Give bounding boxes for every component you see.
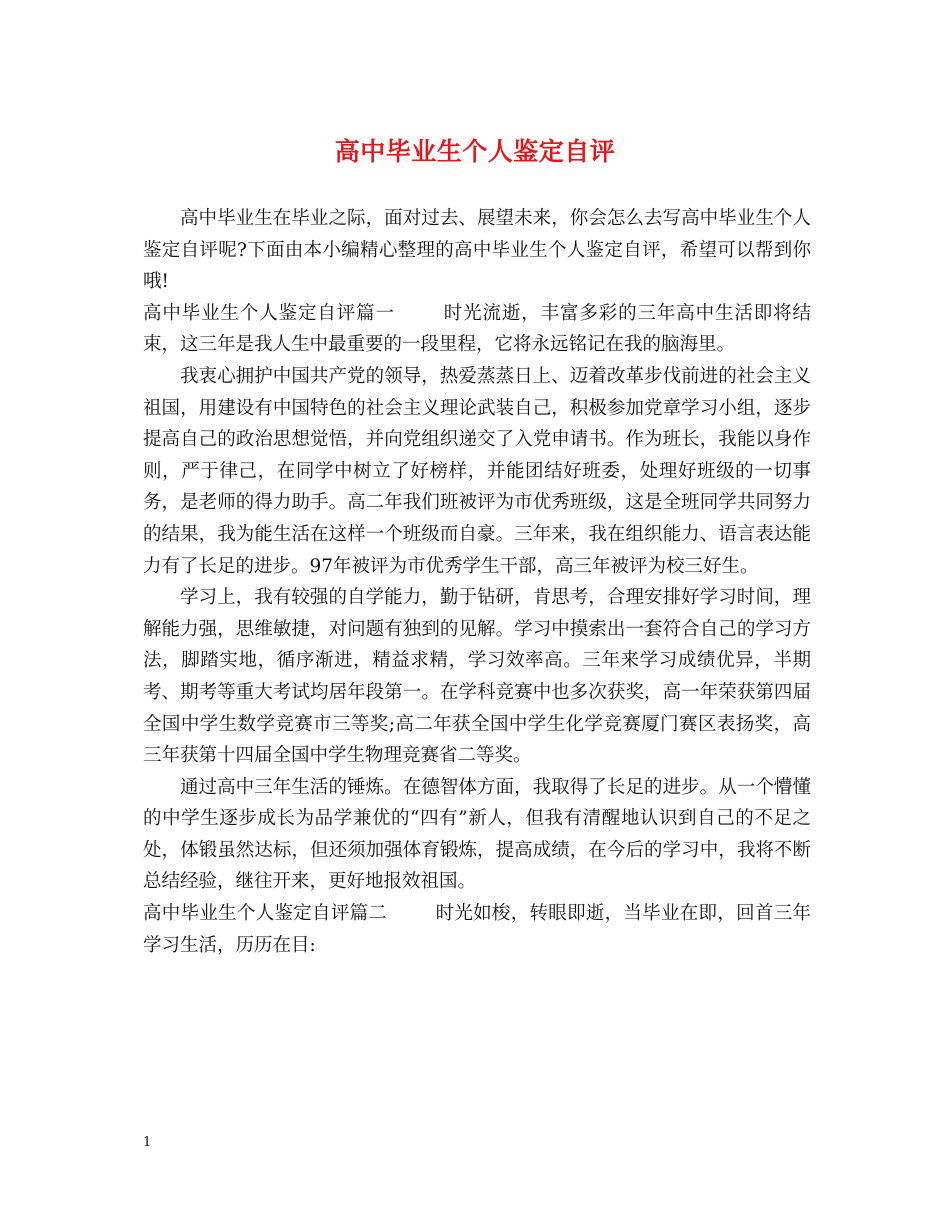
document-body — [143, 203, 811, 961]
intro-paragraph: 高中毕业生在毕业之际，面对过去、展望未来，你会怎么去写高中毕业生个人鉴定自评呢?下面由本小编精心整理的高中毕业生个人鉴定自评，希望可以帮到你哦! — [143, 208, 811, 293]
body-paragraph: 我衷心拥护中国共产党的领导，热爱蒸蒸日上、迈着改革步伐前进的社会主义祖国，用建设有中国特色的社会主义理论武装自己，积极参加党章学习小组，逐步提高自己的政治思想觉悟，并向党组织递交了入党申请书。作为班长，我能以身作则，严于律己，在同学中树立了好榜样，并能团结好班委，处理好班级的一切事务，是老师的得力助手。高二年我们班被评为市优秀班级，这是全班同学共同努力的结果，我为能生活在这样一个班级而自豪。三年来，我在组织能力、语言表达能力有了长足的进步。97年被评为市优秀学生干部，高三年被评为校三好生。 — [143, 365, 811, 577]
section-1-lead: 时光流逝，丰富多彩的三年高中生活即将结束，这三年是我人生中最重要的一段里程，它将永远铭记在我的脑海里。 — [143, 302, 811, 356]
section-2-paragraph — [143, 898, 811, 961]
document-title: 高中毕业生个人鉴定自评 — [334, 137, 616, 166]
section-2-lead: 时光如梭，转眼即逝，当毕业在即，回首三年学习生活，历历在目: — [143, 903, 811, 956]
page-number: 1 — [143, 1135, 152, 1150]
section-1-paragraph — [143, 298, 811, 361]
body-paragraph: 通过高中三年生活的锤炼。在德智体方面，我取得了长足的进步。从一个懵懂的中学生逐步成长为品学兼优的“四有”新人，但我有清醒地认识到自己的不足之处，体锻虽然达标，但还须加强体育锻炼，提高成绩，在今后的学习中，我将不断总结经验，继往开来，更好地报效祖国。 — [143, 776, 811, 893]
section-1-heading: 高中毕业生个人鉴定自评篇一 — [143, 302, 395, 324]
body-paragraph: 学习上，我有较强的自学能力，勤于钻研，肯思考，合理安排好学习时间，理解能力强，思维敏捷，对问题有独到的见解。学习中摸索出一套符合自己的学习方法，脚踏实地，循序渐进，精益求精，学习效率高。三年来学习成绩优异，半期考、期考等重大考试均居年段第一。在学科竞赛中也多次获奖，高一年荣获第四届全国中学生数学竞赛市三等奖;高二年获全国中学生化学竞赛厦门赛区表扬奖，高三年获第十四届全国中学生物理竞赛省二等奖。 — [143, 587, 811, 767]
section-2-heading: 高中毕业生个人鉴定自评篇二 — [143, 903, 388, 925]
